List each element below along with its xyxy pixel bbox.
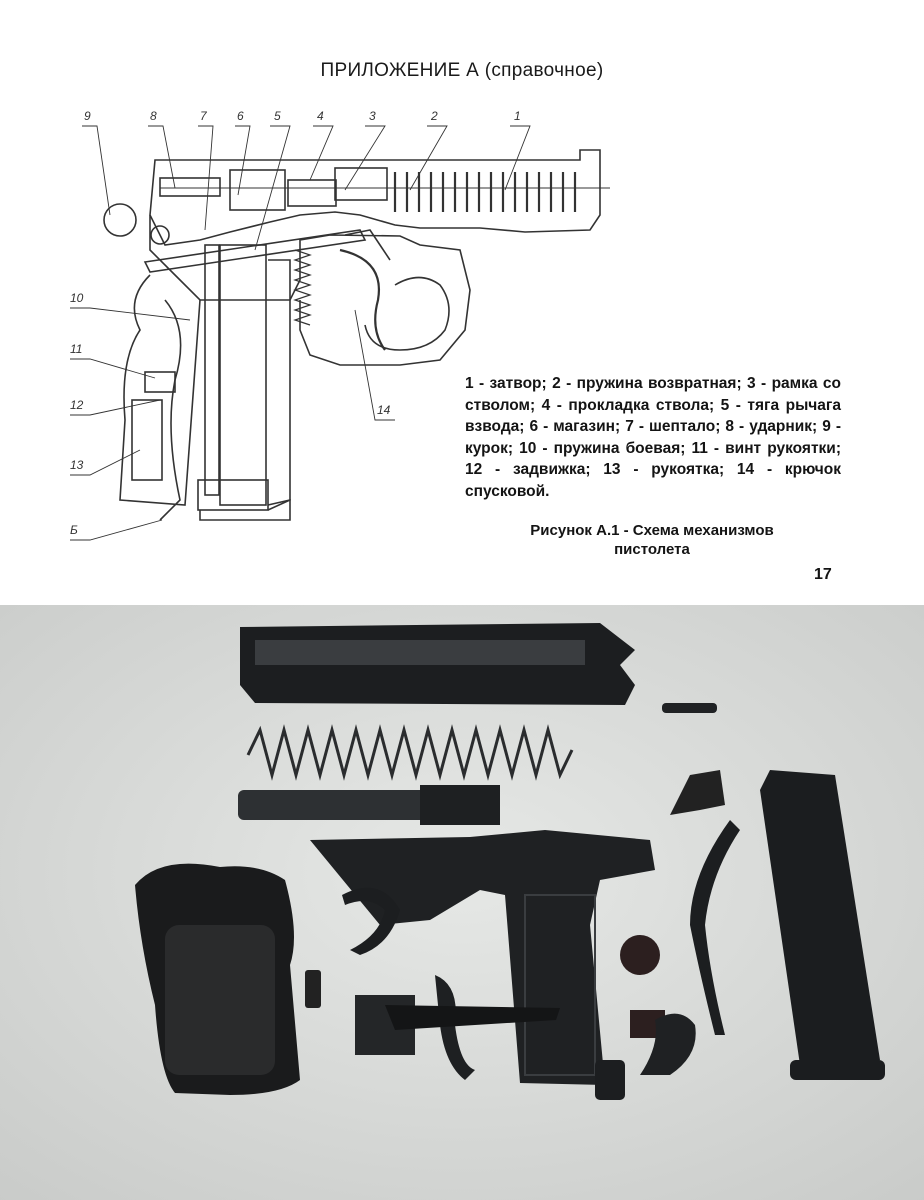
page-title: ПРИЛОЖЕНИЕ А (справочное) — [320, 60, 604, 81]
callout-5: 5 — [274, 109, 281, 123]
callout-9: 9 — [84, 109, 91, 123]
callout-13: 13 — [70, 458, 84, 472]
callout-1: 1 — [514, 109, 521, 123]
caption-line-2: пистолета — [614, 541, 690, 558]
disassembled-pistol-photo — [0, 605, 924, 1200]
safety-part — [595, 1060, 625, 1100]
figure-legend: 1 - затвор; 2 - пружина возвратная; 3 - рамка со стволом; 4 - прокладка ствола; 5 - тяга рычага взвода; 6 - магазин; 7 - шептало; 8 - ударник; 9 - курок; 10 - пружина боевая; 11 - винт рукоятки; 12 - задвижка; 13 - рукоятка; 14 - крючок спусковой. — [465, 375, 841, 500]
callout-6: 6 — [237, 109, 244, 123]
barrel-part — [238, 785, 500, 825]
page-number: 17 — [814, 566, 832, 583]
callout-12: 12 — [70, 398, 84, 412]
callout-b: Б — [70, 523, 78, 537]
hammer-part — [620, 935, 660, 975]
callout-8: 8 — [150, 109, 157, 123]
grip-screw-part — [305, 970, 321, 1008]
callout-14: 14 — [377, 403, 391, 417]
parts-layout-illustration — [0, 605, 924, 1200]
callout-2: 2 — [431, 109, 438, 123]
callout-7: 7 — [200, 109, 207, 123]
callout-11: 11 — [70, 342, 83, 356]
callout-4: 4 — [317, 109, 324, 123]
caption-line-1: Рисунок А.1 - Схема механизмов — [530, 522, 774, 539]
figure-caption — [466, 521, 838, 559]
callout-3: 3 — [369, 109, 376, 123]
callout-10: 10 — [70, 291, 84, 305]
firing-pin-part — [662, 703, 717, 713]
slide-part — [240, 623, 635, 705]
